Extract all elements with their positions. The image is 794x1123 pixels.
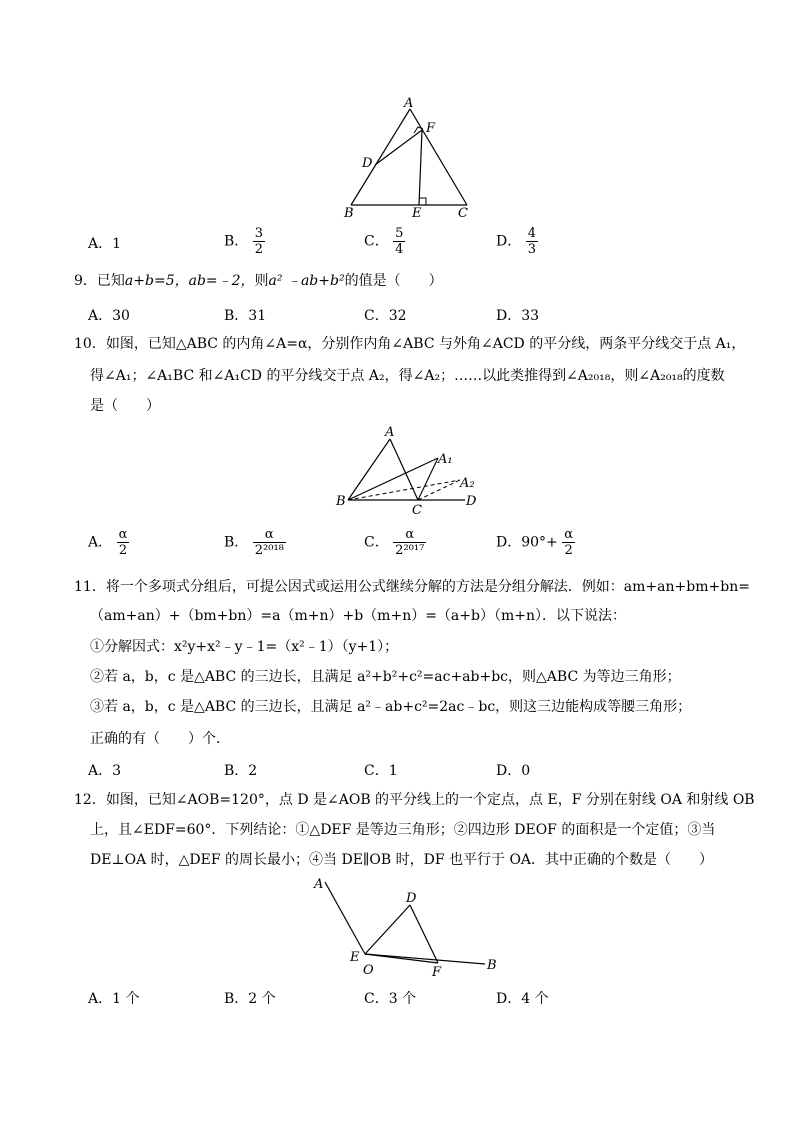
label-D: D bbox=[406, 891, 417, 906]
q11-option-a[interactable]: A．3 bbox=[88, 763, 122, 779]
q10-option-a[interactable]: A． $\frac{\alpha}{2}$ bbox=[88, 527, 128, 558]
q9-option-b[interactable]: B．31 bbox=[224, 308, 267, 324]
q9-option-d[interactable]: D．33 bbox=[496, 308, 540, 324]
label-C: C bbox=[458, 206, 468, 221]
q10-option-d[interactable]: D．90°+ $\frac{\alpha}{2}$ bbox=[496, 527, 574, 558]
q10-option-b[interactable]: B． $\frac{\alpha}{\text{2²⁰¹⁸}}$ bbox=[224, 527, 284, 558]
q10-line-2: 得∠A₁；∠A₁BC 和∠A₁CD 的平分线交于点 A₂，得∠A₂；……以此类推得到∠A₂₀₁₈，则∠A₂₀₁₈的度数 bbox=[90, 368, 725, 384]
label-F: F bbox=[426, 121, 436, 136]
label-E: E bbox=[350, 950, 360, 965]
q12-line-1: 12．如图，已知∠AOB=120°，点 D 是∠AOB 的平分线上的一个定点，点 E，F 分别在射线 OA 和射线 OB bbox=[74, 792, 755, 808]
fraction: $\frac{\alpha}{2}$ bbox=[118, 527, 128, 558]
q9-stem: 9．已知a+b=5，ab=﹣2，则a² ﹣ab+b²的值是（ ） bbox=[74, 273, 443, 289]
angle-figure-q12 bbox=[305, 872, 505, 982]
q12-option-d[interactable]: D．4 个 bbox=[496, 991, 549, 1007]
q9-option-c[interactable]: C．32 bbox=[364, 308, 407, 324]
q11-line-2: （am+an）+（bm+bn）=a（m+n）+b（m+n）=（a+b）（m+n）．以下说法： bbox=[90, 608, 626, 624]
q12-line-3: DE⊥OA 时，△DEF 的周长最小；④当 DE∥OB 时，DF 也平行于 OA．其中正确的个数是（ ） bbox=[90, 852, 714, 868]
q10-option-c[interactable]: C． $\frac{\alpha}{\text{2²⁰¹⁷}}$ bbox=[364, 527, 425, 558]
q10-line-3: 是（ ） bbox=[90, 398, 160, 414]
fraction: $\frac{\alpha}{\text{2²⁰¹⁸}}$ bbox=[254, 527, 284, 558]
fraction: $\frac{\alpha}{\text{2²⁰¹⁷}}$ bbox=[395, 527, 425, 558]
label-C: C bbox=[412, 503, 422, 518]
triangle-figure-q8 bbox=[330, 95, 480, 225]
q11-question: 正确的有（ ）个． bbox=[90, 731, 230, 747]
q8-option-b[interactable]: B． $\frac{3}{2}$ bbox=[224, 226, 264, 257]
fraction: $\frac{\alpha}{2}$ bbox=[564, 527, 574, 558]
q11-item-1: ①分解因式：x²y+x²﹣y﹣1=（x²﹣1）（y+1）； bbox=[90, 639, 399, 655]
label-B: B bbox=[344, 206, 354, 221]
q12-option-a[interactable]: A．1 个 bbox=[88, 991, 140, 1007]
q10-line-1: 10．如图，已知△ABC 的内角∠A=α，分别作内角∠ABC 与外角∠ACD 的平分线，两条平分线交于点 A₁， bbox=[74, 336, 746, 352]
q12-option-c[interactable]: C．3 个 bbox=[364, 991, 417, 1007]
q8-option-c[interactable]: C． $\frac{5}{4}$ bbox=[364, 226, 404, 257]
angle-bisector-figure-q10 bbox=[330, 425, 490, 520]
q11-option-b[interactable]: B．2 bbox=[224, 763, 258, 779]
q11-option-d[interactable]: D．0 bbox=[496, 763, 531, 779]
label-A: A bbox=[314, 877, 324, 892]
label-A2: A₂ bbox=[460, 476, 475, 491]
label-E: E bbox=[412, 206, 422, 221]
label-B: B bbox=[487, 958, 497, 973]
label-A: A bbox=[404, 96, 414, 111]
q8-option-a[interactable]: A．1 bbox=[88, 236, 122, 252]
label-D: D bbox=[466, 494, 477, 509]
label-A1: A₁ bbox=[438, 452, 453, 467]
fraction: $\frac{3}{2}$ bbox=[254, 226, 264, 257]
q11-option-c[interactable]: C．1 bbox=[364, 763, 398, 779]
label-O: O bbox=[363, 963, 374, 978]
q8-option-d[interactable]: D． $\frac{4}{3}$ bbox=[496, 226, 536, 257]
q12-option-b[interactable]: B．2 个 bbox=[224, 991, 276, 1007]
label-B: B bbox=[336, 494, 346, 509]
fraction: $\frac{5}{4}$ bbox=[395, 226, 404, 257]
label-F: F bbox=[432, 965, 442, 980]
q9-option-a[interactable]: A．30 bbox=[88, 308, 130, 324]
q12-line-2: 上，且∠EDF=60°．下列结论：①△DEF 是等边三角形；②四边形 DEOF 的面积是一个定值；③当 bbox=[90, 822, 716, 838]
q11-line-1: 11．将一个多项式分组后，可提公因式或运用公式继续分解的方法是分组分解法．例如：am+an+bm+bn= bbox=[74, 579, 750, 595]
label-A: A bbox=[385, 425, 395, 440]
fraction: $\frac{4}{3}$ bbox=[527, 226, 536, 257]
q11-item-2: ②若 a，b，c 是△ABC 的三边长，且满足 a²+b²+c²=ac+ab+bc，则△ABC 为等边三角形； bbox=[90, 669, 681, 685]
q11-item-3: ③若 a，b，c 是△ABC 的三边长，且满足 a²﹣ab+c²=2ac﹣bc，则这三边能构成等腰三角形； bbox=[90, 699, 692, 715]
label-D: D bbox=[362, 156, 373, 171]
